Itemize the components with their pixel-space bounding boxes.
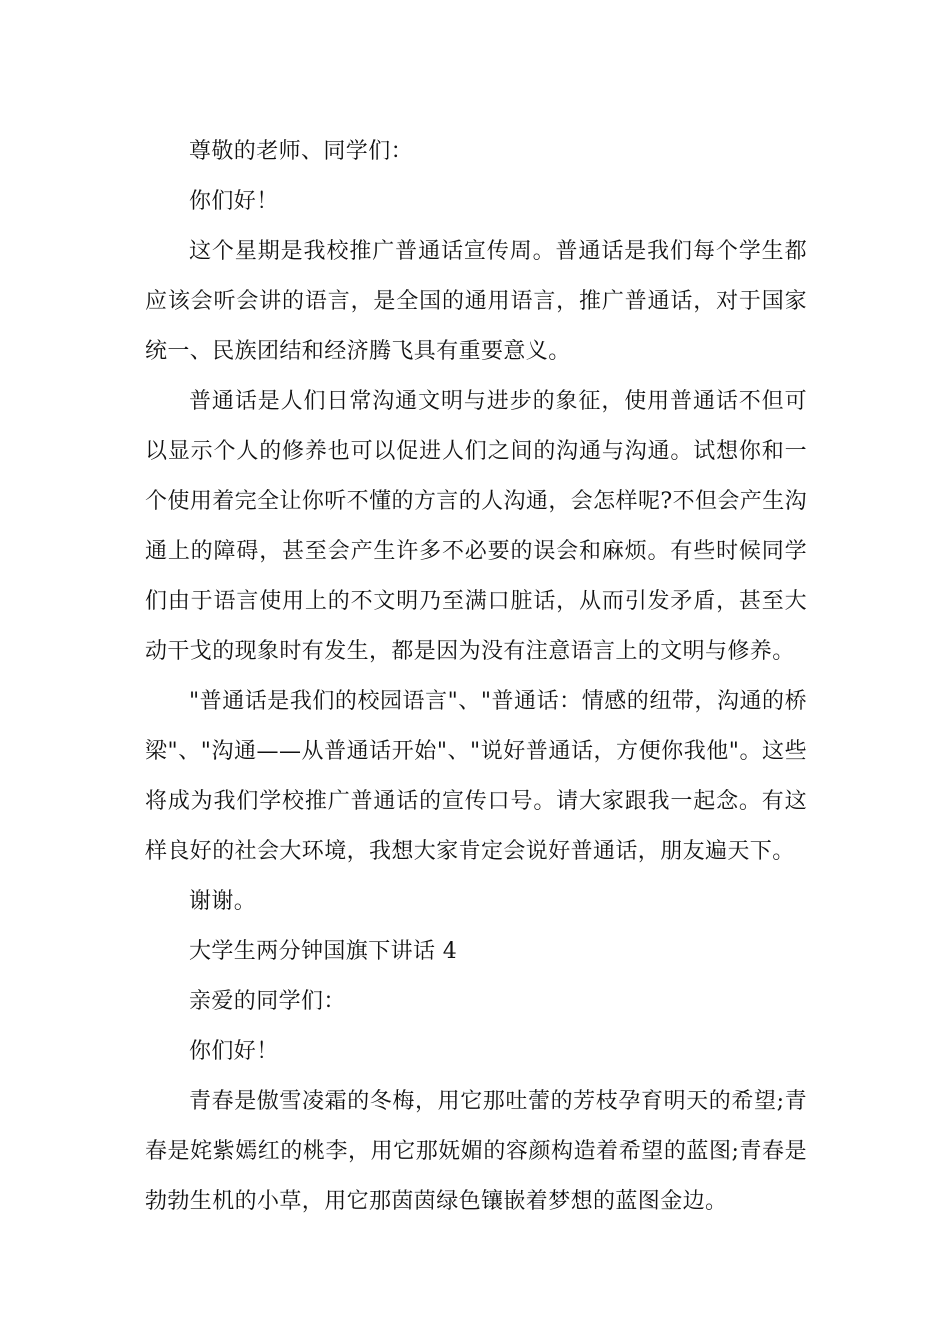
closing-thanks: 谢谢。 — [189, 889, 257, 914]
paragraph-youth: 青春是傲雪凌霜的冬梅，用它那吐蕾的芳枝孕育明天的希望;青春是姹紫嫣红的桃李，用它那妩媚的容颜构造着希望的蓝图;青春是勃勃生机的小草，用它那茵茵绿色镶嵌着梦想的蓝图金边。 — [145, 1089, 807, 1214]
paragraph-intro: 这个星期是我校推广普通话宣传周。普通话是我们每个学生都应该会听会讲的语言，是全国的通用语言，推广普通话，对于国家统一、民族团结和经济腾飞具有重要意义。 — [145, 239, 807, 364]
salutation-2: 亲爱的同学们： — [189, 989, 346, 1014]
greeting-2: 你们好！ — [189, 1039, 279, 1064]
salutation: 尊敬的老师、同学们： — [189, 139, 414, 164]
section-title: 大学生两分钟国旗下讲话 4 — [189, 939, 458, 964]
document-body — [145, 127, 807, 1227]
paragraph-significance: 普通话是人们日常沟通文明与进步的象征，使用普通话不但可以显示个人的修养也可以促进人们之间的沟通与沟通。试想你和一个使用着完全让你听不懂的方言的人沟通，会怎样呢?不但会产生沟通上的障碍，甚至会产生许多不必要的误会和麻烦。有些时候同学们由于语言使用上的不文明乃至满口脏话，从而引发矛盾，甚至大动干戈的现象时有发生，都是因为没有注意语言上的文明与修养。 — [145, 389, 808, 664]
greeting: 你们好！ — [189, 189, 279, 214]
paragraph-slogans: "普通话是我们的校园语言"、"普通话：情感的纽带，沟通的桥梁"、"沟通——从普通话开始"、"说好普通话，方便你我他"。这些将成为我们学校推广普通话的宣传口号。请大家跟我一起念。有这样良好的社会大环境，我想大家肯定会说好普通话，朋友遍天下。 — [145, 689, 807, 864]
